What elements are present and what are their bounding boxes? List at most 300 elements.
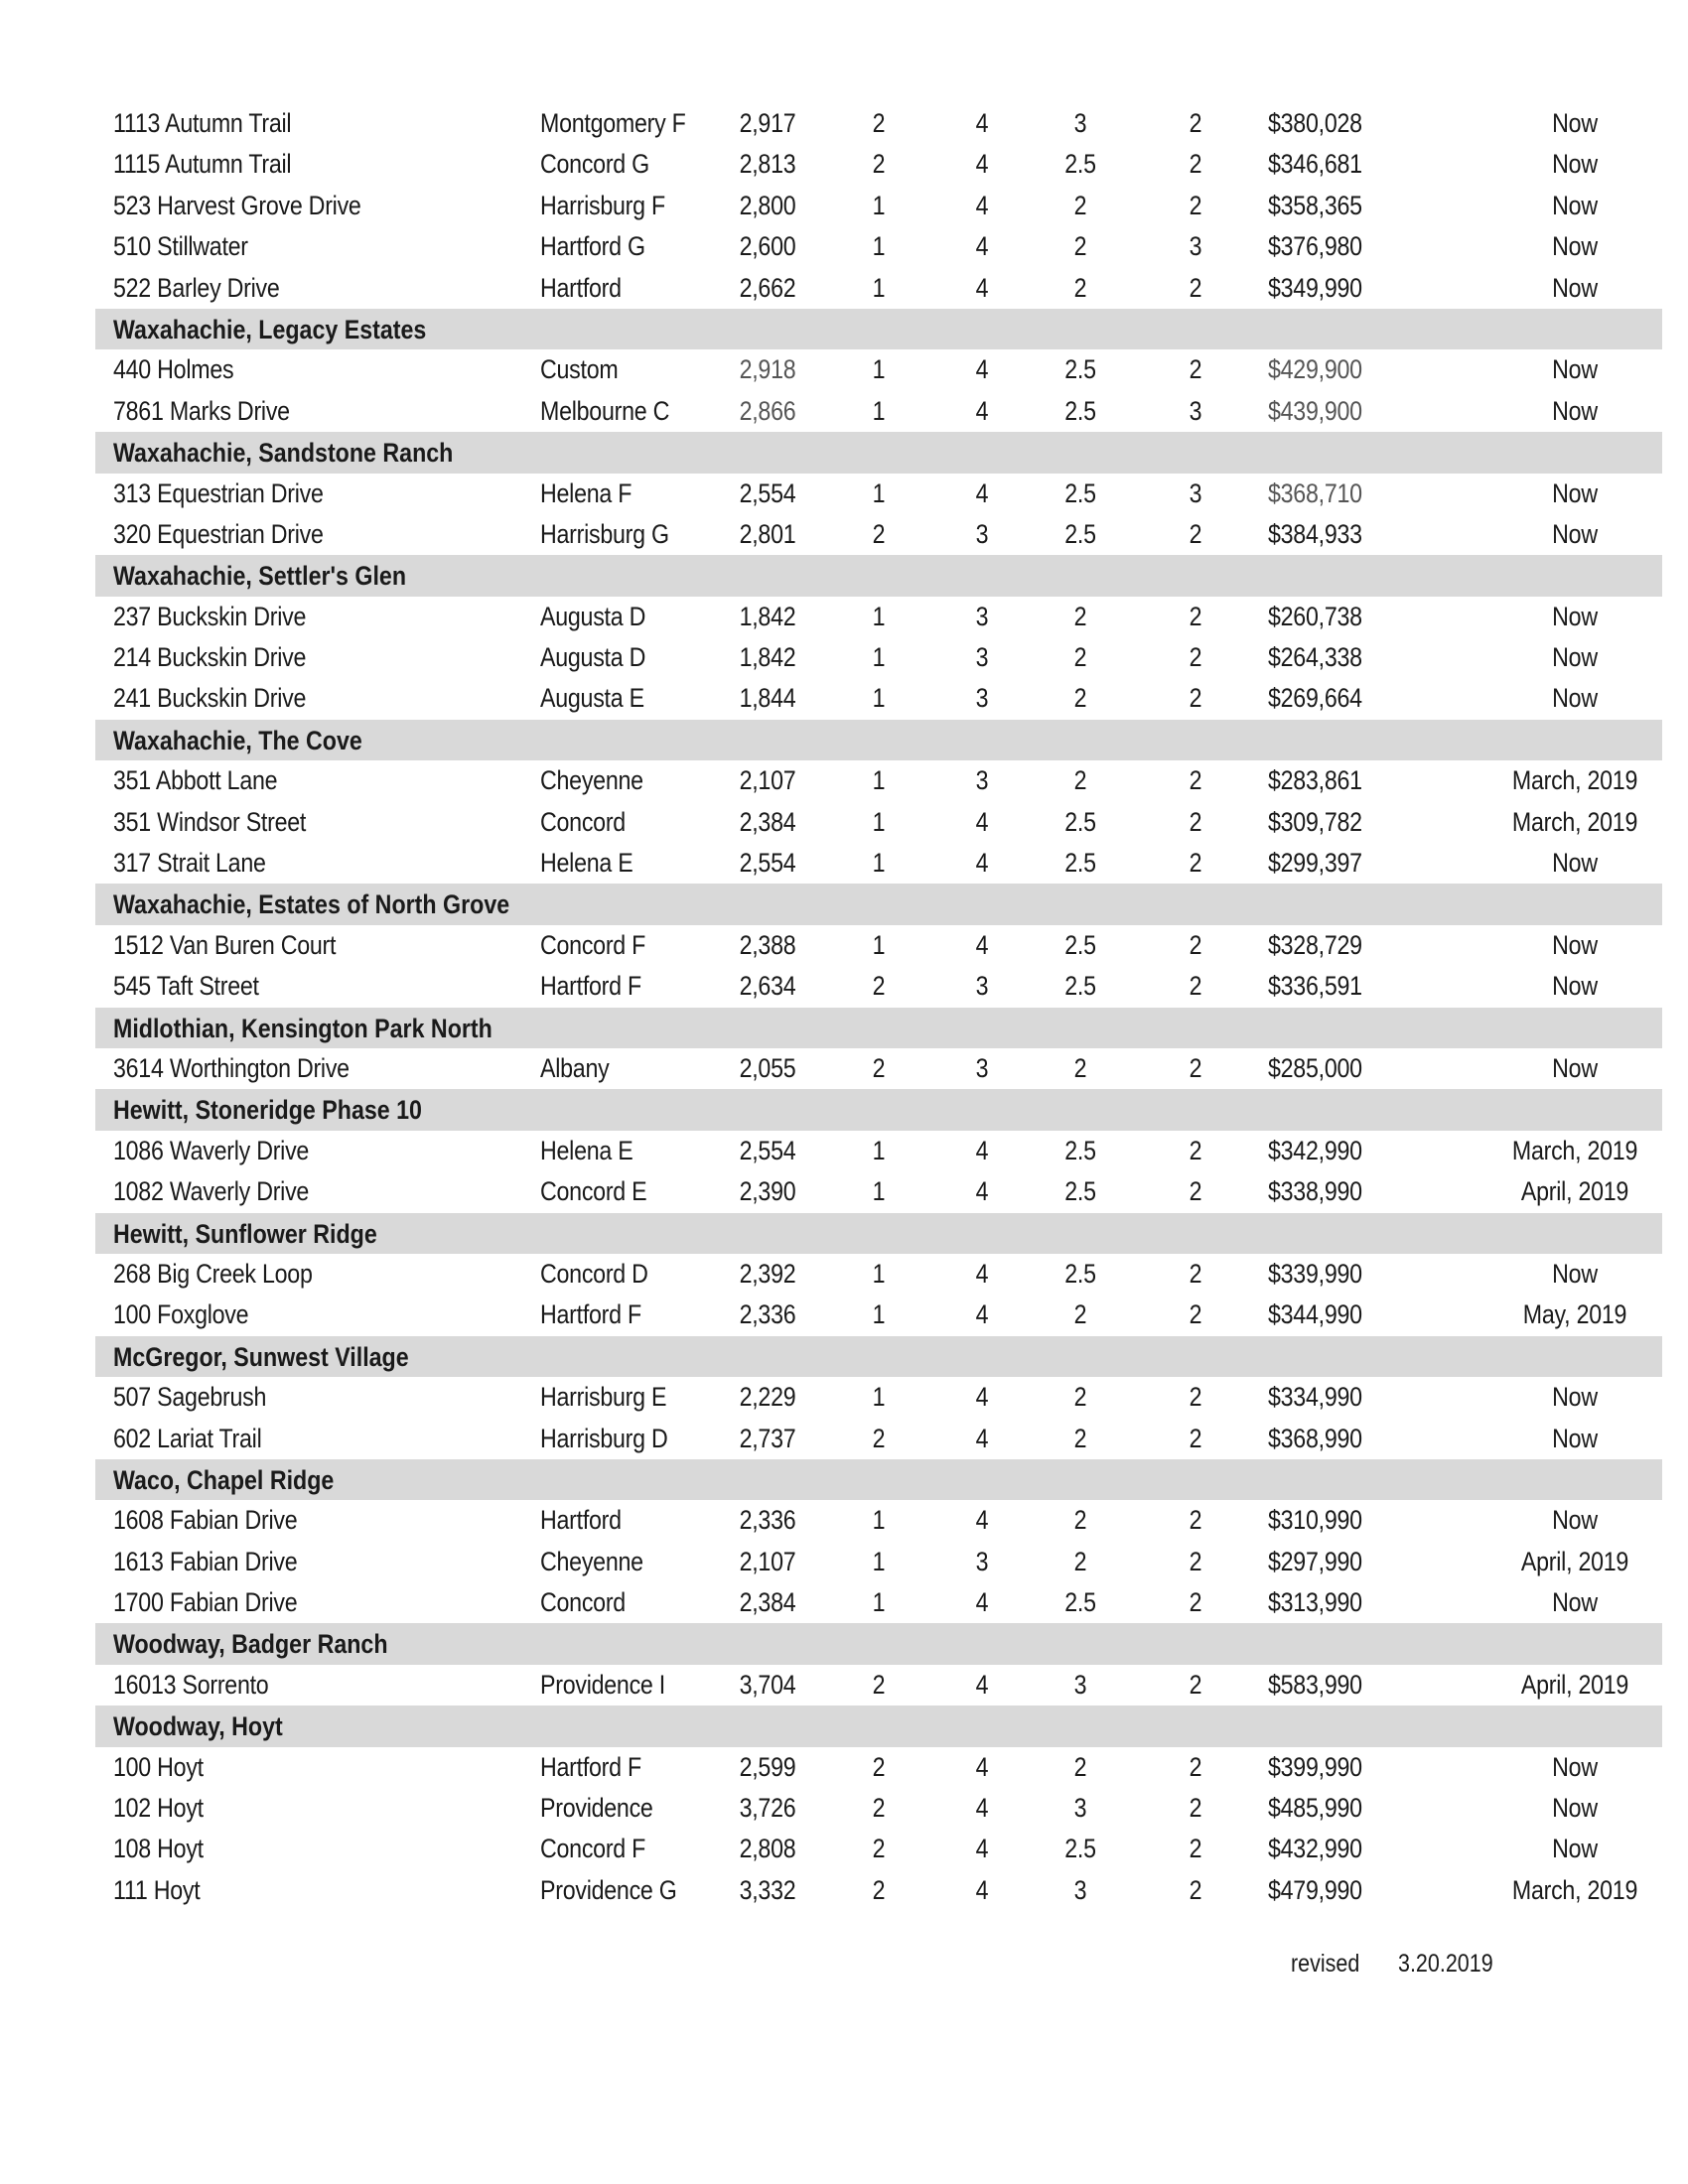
community-name: Waxahachie, Estates of North Grove <box>113 889 510 920</box>
bedrooms-cell: 3 <box>975 971 989 1002</box>
floor-plan-cell: Helena F <box>540 478 633 508</box>
stories-cell: 2 <box>872 518 886 549</box>
square-feet-cell: 2,384 <box>739 1587 796 1618</box>
bathrooms-cell: 2 <box>1073 1505 1087 1536</box>
price-cell: $349,990 <box>1268 272 1362 303</box>
availability-cell: Now <box>1552 1751 1598 1782</box>
bathrooms-cell: 3 <box>1073 1793 1087 1824</box>
address-cell: 7861 Marks Drive <box>113 395 290 426</box>
address-cell: 100 Hoyt <box>113 1751 204 1782</box>
square-feet-cell: 2,390 <box>739 1176 796 1207</box>
garage-cell: 2 <box>1189 1587 1202 1618</box>
home-listing-row <box>95 226 1662 267</box>
stories-cell: 1 <box>872 272 886 303</box>
bathrooms-cell: 2 <box>1073 642 1087 673</box>
availability-cell: May, 2019 <box>1522 1299 1627 1330</box>
floor-plan-cell: Hartford F <box>540 971 641 1002</box>
square-feet-cell: 3,726 <box>739 1793 796 1824</box>
garage-cell: 2 <box>1189 149 1202 180</box>
bedrooms-cell: 4 <box>975 1793 989 1824</box>
bedrooms-cell: 4 <box>975 1751 989 1782</box>
stories-cell: 1 <box>872 1176 886 1207</box>
address-cell: 100 Foxglove <box>113 1299 249 1330</box>
price-cell: $342,990 <box>1268 1135 1362 1165</box>
price-cell: $269,664 <box>1268 683 1362 714</box>
stories-cell: 1 <box>872 848 886 879</box>
address-cell: 523 Harvest Grove Drive <box>113 190 361 220</box>
floor-plan-cell: Cheyenne <box>540 1546 643 1576</box>
garage-cell: 2 <box>1189 1299 1202 1330</box>
floor-plan-cell: Concord E <box>540 1176 647 1207</box>
stories-cell: 1 <box>872 806 886 837</box>
community-name: McGregor, Sunwest Village <box>113 1341 409 1372</box>
square-feet-cell: 2,107 <box>739 1546 796 1576</box>
floor-plan-cell: Concord F <box>540 929 646 960</box>
home-listing-row <box>95 474 1662 514</box>
listing-table <box>95 103 1662 1911</box>
bedrooms-cell: 4 <box>975 190 989 220</box>
bathrooms-cell: 2 <box>1073 601 1087 631</box>
price-cell: $334,990 <box>1268 1382 1362 1413</box>
bathrooms-cell: 2.5 <box>1064 149 1096 180</box>
garage-cell: 2 <box>1189 1834 1202 1864</box>
availability-cell: Now <box>1552 190 1598 220</box>
address-cell: 1613 Fabian Drive <box>113 1546 298 1576</box>
home-listing-row <box>95 1295 1662 1335</box>
home-listing-row <box>95 1131 1662 1171</box>
garage-cell: 2 <box>1189 1505 1202 1536</box>
stories-cell: 2 <box>872 1751 886 1782</box>
garage-cell: 3 <box>1189 478 1202 508</box>
bedrooms-cell: 3 <box>975 642 989 673</box>
price-cell: $285,000 <box>1268 1052 1362 1083</box>
square-feet-cell: 2,737 <box>739 1423 796 1453</box>
bathrooms-cell: 2.5 <box>1064 848 1096 879</box>
community-name: Hewitt, Sunflower Ridge <box>113 1218 377 1249</box>
square-feet-cell: 2,800 <box>739 190 796 220</box>
availability-cell: Now <box>1552 149 1598 180</box>
floor-plan-cell: Helena E <box>540 1135 633 1165</box>
square-feet-cell: 1,842 <box>739 642 796 673</box>
bedrooms-cell: 4 <box>975 929 989 960</box>
garage-cell: 2 <box>1189 1423 1202 1453</box>
bedrooms-cell: 4 <box>975 1299 989 1330</box>
floor-plan-cell: Montgomery F <box>540 108 686 138</box>
stories-cell: 1 <box>872 1505 886 1536</box>
address-cell: 268 Big Creek Loop <box>113 1258 313 1289</box>
price-cell: $479,990 <box>1268 1874 1362 1905</box>
availability-cell: Now <box>1552 1505 1598 1536</box>
square-feet-cell: 2,554 <box>739 848 796 879</box>
bedrooms-cell: 4 <box>975 395 989 426</box>
stories-cell: 2 <box>872 149 886 180</box>
availability-cell: Now <box>1552 1834 1598 1864</box>
price-cell: $429,900 <box>1268 354 1362 385</box>
availability-cell: Now <box>1552 1052 1598 1083</box>
address-cell: 510 Stillwater <box>113 231 248 262</box>
bedrooms-cell: 4 <box>975 1135 989 1165</box>
stories-cell: 2 <box>872 971 886 1002</box>
address-cell: 214 Buckskin Drive <box>113 642 307 673</box>
bedrooms-cell: 3 <box>975 518 989 549</box>
availability-cell: March, 2019 <box>1511 806 1638 837</box>
bathrooms-cell: 3 <box>1073 1874 1087 1905</box>
availability-cell: April, 2019 <box>1520 1669 1629 1700</box>
square-feet-cell: 2,336 <box>739 1299 796 1330</box>
community-name: Midlothian, Kensington Park North <box>113 1013 492 1043</box>
availability-cell: Now <box>1552 642 1598 673</box>
availability-cell: Now <box>1552 1587 1598 1618</box>
address-cell: 1700 Fabian Drive <box>113 1587 298 1618</box>
bathrooms-cell: 2.5 <box>1064 1176 1096 1207</box>
floor-plan-cell: Harrisburg F <box>540 190 665 220</box>
address-cell: 3614 Worthington Drive <box>113 1052 350 1083</box>
stories-cell: 1 <box>872 1546 886 1576</box>
garage-cell: 2 <box>1189 971 1202 1002</box>
stories-cell: 1 <box>872 395 886 426</box>
community-name: Waxahachie, The Cove <box>113 725 362 755</box>
bedrooms-cell: 4 <box>975 1669 989 1700</box>
address-cell: 1086 Waverly Drive <box>113 1135 310 1165</box>
garage-cell: 2 <box>1189 848 1202 879</box>
home-listing-row <box>95 1870 1662 1911</box>
bedrooms-cell: 4 <box>975 108 989 138</box>
bathrooms-cell: 2 <box>1073 231 1087 262</box>
floor-plan-cell: Providence I <box>540 1669 665 1700</box>
price-cell: $439,900 <box>1268 395 1362 426</box>
garage-cell: 2 <box>1189 190 1202 220</box>
garage-cell: 2 <box>1189 518 1202 549</box>
community-section-header <box>95 720 1662 760</box>
price-cell: $432,990 <box>1268 1834 1362 1864</box>
stories-cell: 2 <box>872 1423 886 1453</box>
bathrooms-cell: 3 <box>1073 1669 1087 1700</box>
availability-cell: April, 2019 <box>1520 1546 1629 1576</box>
price-cell: $297,990 <box>1268 1546 1362 1576</box>
price-cell: $264,338 <box>1268 642 1362 673</box>
community-section-header <box>95 432 1662 473</box>
price-cell: $328,729 <box>1268 929 1362 960</box>
stories-cell: 2 <box>872 108 886 138</box>
address-cell: 108 Hoyt <box>113 1834 204 1864</box>
price-cell: $380,028 <box>1268 108 1362 138</box>
price-cell: $309,782 <box>1268 806 1362 837</box>
floor-plan-cell: Concord F <box>540 1834 646 1864</box>
bedrooms-cell: 4 <box>975 1874 989 1905</box>
home-listing-row <box>95 1419 1662 1459</box>
availability-cell: Now <box>1552 1382 1598 1413</box>
garage-cell: 2 <box>1189 272 1202 303</box>
bathrooms-cell: 2 <box>1073 1423 1087 1453</box>
square-feet-cell: 2,600 <box>739 231 796 262</box>
bathrooms-cell: 2.5 <box>1064 354 1096 385</box>
garage-cell: 2 <box>1189 1874 1202 1905</box>
community-name: Waxahachie, Legacy Estates <box>113 314 427 344</box>
price-cell: $346,681 <box>1268 149 1362 180</box>
bathrooms-cell: 2.5 <box>1064 1587 1096 1618</box>
price-cell: $583,990 <box>1268 1669 1362 1700</box>
price-cell: $368,990 <box>1268 1423 1362 1453</box>
address-cell: 1113 Autumn Trail <box>113 108 292 138</box>
home-listing-row <box>95 1788 1662 1829</box>
availability-cell: Now <box>1552 518 1598 549</box>
bedrooms-cell: 3 <box>975 601 989 631</box>
bedrooms-cell: 3 <box>975 1052 989 1083</box>
community-name: Woodway, Badger Ranch <box>113 1629 388 1660</box>
stories-cell: 1 <box>872 601 886 631</box>
stories-cell: 1 <box>872 765 886 796</box>
address-cell: 1082 Waverly Drive <box>113 1176 310 1207</box>
bedrooms-cell: 4 <box>975 231 989 262</box>
price-cell: $336,591 <box>1268 971 1362 1002</box>
stories-cell: 1 <box>872 1258 886 1289</box>
availability-cell: Now <box>1552 354 1598 385</box>
floor-plan-cell: Harrisburg D <box>540 1423 668 1453</box>
home-listing-row <box>95 103 1662 144</box>
bedrooms-cell: 3 <box>975 765 989 796</box>
floor-plan-cell: Helena E <box>540 848 633 879</box>
availability-cell: Now <box>1552 1793 1598 1824</box>
home-listing-row <box>95 1542 1662 1582</box>
bedrooms-cell: 4 <box>975 1258 989 1289</box>
home-listing-row <box>95 514 1662 555</box>
community-section-header <box>95 1706 1662 1746</box>
address-cell: 102 Hoyt <box>113 1793 204 1824</box>
community-name: Waxahachie, Sandstone Ranch <box>113 438 454 469</box>
home-listing-row <box>95 637 1662 678</box>
address-cell: 1512 Van Buren Court <box>113 929 337 960</box>
bedrooms-cell: 4 <box>975 806 989 837</box>
garage-cell: 2 <box>1189 1258 1202 1289</box>
community-section-header <box>95 884 1662 924</box>
floor-plan-cell: Concord <box>540 1587 626 1618</box>
price-cell: $376,980 <box>1268 231 1362 262</box>
garage-cell: 2 <box>1189 765 1202 796</box>
bathrooms-cell: 2.5 <box>1064 806 1096 837</box>
home-listing-row <box>95 1171 1662 1212</box>
garage-cell: 3 <box>1189 231 1202 262</box>
garage-cell: 2 <box>1189 683 1202 714</box>
bathrooms-cell: 2.5 <box>1064 971 1096 1002</box>
garage-cell: 2 <box>1189 1751 1202 1782</box>
stories-cell: 1 <box>872 1299 886 1330</box>
home-listing-row <box>95 966 1662 1007</box>
garage-cell: 2 <box>1189 1546 1202 1576</box>
bedrooms-cell: 4 <box>975 1382 989 1413</box>
bathrooms-cell: 2 <box>1073 1546 1087 1576</box>
floor-plan-cell: Providence <box>540 1793 653 1824</box>
square-feet-cell: 1,844 <box>739 683 796 714</box>
stories-cell: 1 <box>872 683 886 714</box>
square-feet-cell: 2,107 <box>739 765 796 796</box>
home-listing-row <box>95 1829 1662 1869</box>
community-name: Waco, Chapel Ridge <box>113 1464 335 1495</box>
floor-plan-cell: Custom <box>540 354 619 385</box>
stories-cell: 2 <box>872 1669 886 1700</box>
floor-plan-cell: Augusta D <box>540 642 646 673</box>
bathrooms-cell: 2.5 <box>1064 395 1096 426</box>
address-cell: 320 Equestrian Drive <box>113 518 324 549</box>
square-feet-cell: 2,336 <box>739 1505 796 1536</box>
stories-cell: 1 <box>872 1135 886 1165</box>
bathrooms-cell: 2.5 <box>1064 478 1096 508</box>
garage-cell: 2 <box>1189 1176 1202 1207</box>
home-listing-row <box>95 1254 1662 1295</box>
bathrooms-cell: 2.5 <box>1064 1834 1096 1864</box>
home-listing-row <box>95 678 1662 719</box>
square-feet-cell: 2,554 <box>739 478 796 508</box>
stories-cell: 1 <box>872 354 886 385</box>
address-cell: 522 Barley Drive <box>113 272 280 303</box>
address-cell: 237 Buckskin Drive <box>113 601 307 631</box>
address-cell: 111 Hoyt <box>113 1874 201 1905</box>
bathrooms-cell: 2.5 <box>1064 929 1096 960</box>
address-cell: 507 Sagebrush <box>113 1382 267 1413</box>
square-feet-cell: 2,554 <box>739 1135 796 1165</box>
bathrooms-cell: 2 <box>1073 272 1087 303</box>
bathrooms-cell: 2.5 <box>1064 518 1096 549</box>
floor-plan-cell: Augusta E <box>540 683 644 714</box>
garage-cell: 2 <box>1189 1669 1202 1700</box>
square-feet-cell: 2,392 <box>739 1258 796 1289</box>
price-cell: $299,397 <box>1268 848 1362 879</box>
floor-plan-cell: Hartford F <box>540 1299 641 1330</box>
garage-cell: 2 <box>1189 1382 1202 1413</box>
floor-plan-cell: Melbourne C <box>540 395 670 426</box>
bathrooms-cell: 2 <box>1073 683 1087 714</box>
bedrooms-cell: 4 <box>975 149 989 180</box>
community-name: Waxahachie, Settler's Glen <box>113 561 407 592</box>
floor-plan-cell: Concord <box>540 806 626 837</box>
home-listing-row <box>95 144 1662 185</box>
availability-cell: Now <box>1552 683 1598 714</box>
bathrooms-cell: 2 <box>1073 1382 1087 1413</box>
availability-cell: Now <box>1552 478 1598 508</box>
home-listing-row <box>95 1747 1662 1788</box>
price-cell: $384,933 <box>1268 518 1362 549</box>
garage-cell: 2 <box>1189 601 1202 631</box>
stories-cell: 2 <box>872 1874 886 1905</box>
availability-cell: April, 2019 <box>1520 1176 1629 1207</box>
stories-cell: 2 <box>872 1052 886 1083</box>
availability-cell: March, 2019 <box>1511 765 1638 796</box>
bathrooms-cell: 2 <box>1073 1751 1087 1782</box>
square-feet-cell: 3,704 <box>739 1669 796 1700</box>
stories-cell: 1 <box>872 231 886 262</box>
bedrooms-cell: 4 <box>975 478 989 508</box>
bathrooms-cell: 2 <box>1073 1299 1087 1330</box>
stories-cell: 2 <box>872 1793 886 1824</box>
floor-plan-cell: Albany <box>540 1052 610 1083</box>
garage-cell: 2 <box>1189 929 1202 960</box>
garage-cell: 2 <box>1189 806 1202 837</box>
bedrooms-cell: 4 <box>975 272 989 303</box>
home-listing-row <box>95 1048 1662 1089</box>
home-listing-row <box>95 597 1662 637</box>
address-cell: 602 Lariat Trail <box>113 1423 262 1453</box>
revised-label: revised <box>1291 1950 1360 1978</box>
address-cell: 1115 Autumn Trail <box>113 149 292 180</box>
stories-cell: 1 <box>872 478 886 508</box>
price-cell: $260,738 <box>1268 601 1362 631</box>
availability-cell: Now <box>1552 848 1598 879</box>
bedrooms-cell: 3 <box>975 683 989 714</box>
price-cell: $399,990 <box>1268 1751 1362 1782</box>
revised-date: 3.20.2019 <box>1397 1950 1493 1978</box>
bathrooms-cell: 2 <box>1073 1052 1087 1083</box>
availability-cell: Now <box>1552 929 1598 960</box>
community-section-header <box>95 1089 1662 1130</box>
square-feet-cell: 2,918 <box>739 354 796 385</box>
square-feet-cell: 2,055 <box>739 1052 796 1083</box>
revision-note <box>1291 1944 1508 1983</box>
price-cell: $313,990 <box>1268 1587 1362 1618</box>
floor-plan-cell: Augusta D <box>540 601 646 631</box>
garage-cell: 2 <box>1189 354 1202 385</box>
community-section-header <box>95 1623 1662 1664</box>
floor-plan-cell: Cheyenne <box>540 765 643 796</box>
floor-plan-cell: Hartford G <box>540 231 645 262</box>
garage-cell: 2 <box>1189 108 1202 138</box>
address-cell: 1608 Fabian Drive <box>113 1505 298 1536</box>
price-cell: $344,990 <box>1268 1299 1362 1330</box>
community-section-header <box>95 1336 1662 1377</box>
garage-cell: 3 <box>1189 395 1202 426</box>
square-feet-cell: 1,842 <box>739 601 796 631</box>
community-section-header <box>95 1008 1662 1048</box>
stories-cell: 1 <box>872 642 886 673</box>
square-feet-cell: 2,662 <box>739 272 796 303</box>
home-listing-row <box>95 1500 1662 1541</box>
address-cell: 440 Holmes <box>113 354 234 385</box>
availability-cell: Now <box>1552 231 1598 262</box>
home-listing-row <box>95 186 1662 226</box>
floor-plan-cell: Hartford <box>540 272 622 303</box>
square-feet-cell: 2,634 <box>739 971 796 1002</box>
stories-cell: 1 <box>872 190 886 220</box>
price-cell: $368,710 <box>1268 478 1362 508</box>
square-feet-cell: 3,332 <box>739 1874 796 1905</box>
price-cell: $338,990 <box>1268 1176 1362 1207</box>
garage-cell: 2 <box>1189 642 1202 673</box>
availability-cell: March, 2019 <box>1511 1874 1638 1905</box>
address-cell: 241 Buckskin Drive <box>113 683 307 714</box>
community-section-header <box>95 555 1662 596</box>
price-cell: $283,861 <box>1268 765 1362 796</box>
bathrooms-cell: 2.5 <box>1064 1135 1096 1165</box>
price-cell: $485,990 <box>1268 1793 1362 1824</box>
floor-plan-cell: Hartford <box>540 1505 622 1536</box>
square-feet-cell: 2,388 <box>739 929 796 960</box>
bedrooms-cell: 4 <box>975 354 989 385</box>
community-name: Hewitt, Stoneridge Phase 10 <box>113 1095 422 1126</box>
price-cell: $310,990 <box>1268 1505 1362 1536</box>
availability-cell: Now <box>1552 971 1598 1002</box>
bedrooms-cell: 4 <box>975 848 989 879</box>
garage-cell: 2 <box>1189 1135 1202 1165</box>
home-listing-row <box>95 1665 1662 1706</box>
floor-plan-cell: Hartford F <box>540 1751 641 1782</box>
community-section-header <box>95 1213 1662 1254</box>
bathrooms-cell: 2 <box>1073 765 1087 796</box>
bathrooms-cell: 2 <box>1073 190 1087 220</box>
home-listing-row <box>95 268 1662 309</box>
stories-cell: 2 <box>872 1834 886 1864</box>
bedrooms-cell: 4 <box>975 1176 989 1207</box>
availability-cell: Now <box>1552 108 1598 138</box>
square-feet-cell: 2,384 <box>739 806 796 837</box>
floor-plan-cell: Providence G <box>540 1874 677 1905</box>
